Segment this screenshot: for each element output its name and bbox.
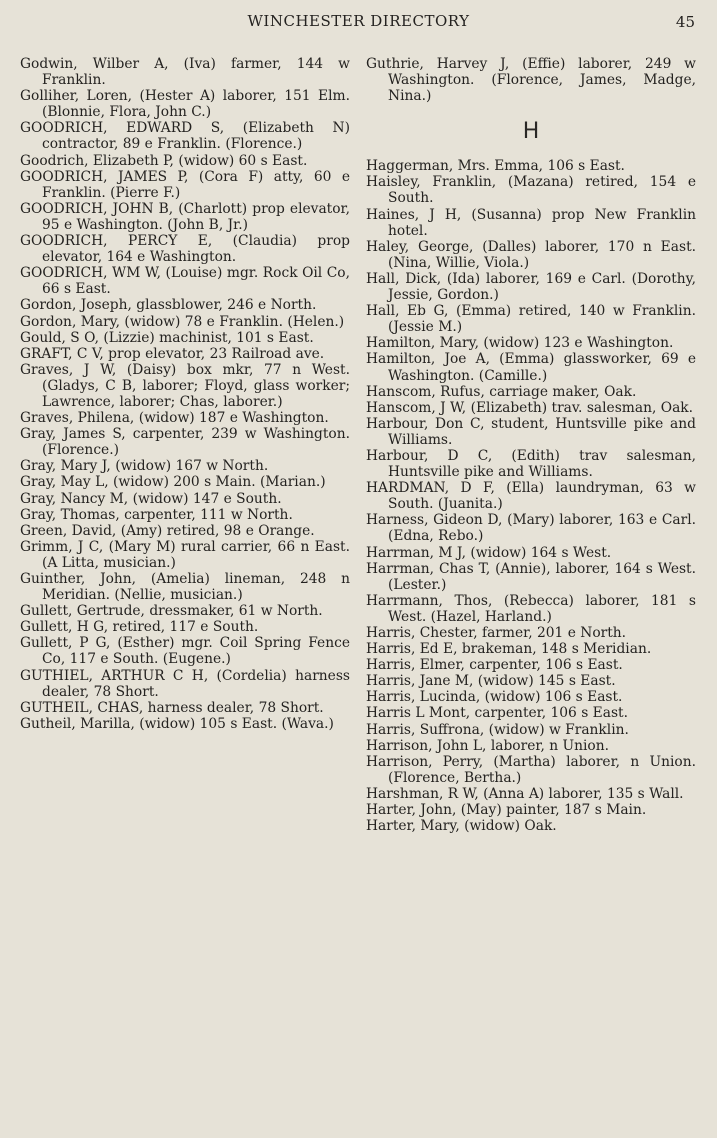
directory-entry: Gray, Thomas, carpenter, 111 w North. [20, 506, 293, 523]
directory-entry: Harrman, M J, (widow) 164 s West. [366, 544, 612, 561]
directory-entry: Hamilton, Joe A, (Emma) glassworker, 69 e Washington. (Camille.) [366, 351, 696, 384]
directory-entry: GOODRICH, JAMES P, (Cora F) atty, 60 e Franklin. (Pierre F.) [20, 168, 350, 201]
directory-entry: Harbour, Don C, student, Huntsville pike and Williams. [366, 415, 696, 448]
directory-entry: Harris L Mont, carpenter, 106 s East. [366, 705, 628, 722]
directory-entry: Hanscom, Rufus, carriage maker, Oak. [366, 383, 637, 400]
directory-entry: Gordon, Joseph, glassblower, 246 e North. [20, 297, 317, 314]
page-number: 45 [675, 13, 695, 31]
directory-entry: Harris, Ed E, brakeman, 148 s Meridian. [366, 641, 652, 658]
right-column [366, 56, 696, 834]
directory-entry: GRAFT, C V, prop elevator, 23 Railroad ave. [20, 345, 325, 362]
directory-entry: Guinther, John, (Amelia) lineman, 248 n Meridian. (Nellie, musician.) [20, 571, 350, 604]
directory-entry: Harbour, D C, (Edith) trav salesman, Huntsville pike and Williams. [366, 447, 696, 481]
directory-entry: Harter, John, (May) painter, 187 s Main. [366, 802, 647, 819]
directory-entry: GOODRICH, EDWARD S, (Elizabeth N) contractor, 89 e Franklin. (Florence.) [20, 120, 350, 153]
directory-entry: Hall, Dick, (Ida) laborer, 169 e Carl. (Dorothy, Jessie, Gordon.) [366, 270, 696, 304]
directory-entry: Grimm, J C, (Mary M) rural carrier, 66 n East. (A Litta, musician.) [20, 538, 350, 571]
directory-entry: Graves, J W, (Daisy) box mkr, 77 n West. (Gladys, C B, laborer; Floyd, glass worker; Lawrence, laborer; Chas, laborer.) [20, 361, 350, 410]
directory-entry: Harness, Gideon D, (Mary) laborer, 163 e Carl. (Edna, Rebo.) [366, 512, 696, 545]
directory-entry: Gould, S O, (Lizzie) machinist, 101 s East. [20, 329, 314, 346]
directory-entry: Hamilton, Mary, (widow) 123 e Washington. [366, 335, 674, 352]
directory-entry: Graves, Philena, (widow) 187 e Washington. [20, 410, 329, 427]
section-letter-heading: H [522, 119, 540, 145]
directory-entry: Harrison, John L, laborer, n Union. [366, 737, 609, 754]
directory-entry: Harris, Lucinda, (widow) 106 s East. [366, 689, 623, 706]
directory-entry: Harris, Jane M, (widow) 145 s East. [366, 673, 616, 690]
directory-entry: Hanscom, J W, (Elizabeth) trav. salesman, Oak. [366, 399, 694, 416]
directory-entry: Guthrie, Harvey J, (Effie) laborer, 249 w Washington. (Florence, James, Madge, Nina.) [366, 56, 696, 105]
directory-entry: Gray, Mary J, (widow) 167 w North. [20, 458, 269, 475]
directory-entry: Golliher, Loren, (Hester A) laborer, 151 Elm. (Blonnie, Flora, John C.) [20, 88, 350, 121]
directory-entry: Haines, J H, (Susanna) prop New Franklin hotel. [366, 206, 696, 239]
directory-entry: Gullett, H G, retired, 117 e South. [20, 619, 259, 636]
directory-entry: GOODRICH, JOHN B, (Charlott) prop elevator, 95 e Washington. (John B, Jr.) [20, 200, 350, 233]
directory-entry: Gordon, Mary, (widow) 78 e Franklin. (Helen.) [20, 313, 345, 330]
directory-entry: GUTHIEL, ARTHUR C H, (Cordelia) harness dealer, 78 Short. [20, 667, 350, 700]
directory-entry: Gray, James S, carpenter, 239 w Washington. (Florence.) [20, 426, 350, 459]
directory-entry: Gray, May L, (widow) 200 s Main. (Marian.) [20, 474, 326, 491]
directory-entry: Hall, Eb G, (Emma) retired, 140 w Franklin. (Jessie M.) [366, 303, 696, 336]
directory-entry: Harris, Elmer, carpenter, 106 s East. [366, 657, 623, 674]
right-column-entries [366, 158, 696, 834]
directory-entry: Haggerman, Mrs. Emma, 106 s East. [366, 158, 625, 175]
directory-entry: Goodrich, Elizabeth P, (widow) 60 s East. [20, 152, 308, 169]
directory-entry: Gutheil, Marilla, (widow) 105 s East. (Wava.) [20, 715, 334, 732]
directory-entry: Godwin, Wilber A, (Iva) farmer, 144 w Franklin. [20, 56, 350, 89]
directory-entry: GOODRICH, PERCY E, (Claudia) prop elevator, 164 e Washington. [20, 233, 350, 266]
directory-entry: Gullett, P G, (Esther) mgr. Coil Spring Fence Co, 117 e South. (Eugene.) [20, 635, 350, 668]
directory-entry: Harshman, R W, (Anna A) laborer, 135 s Wall. [366, 785, 684, 802]
directory-entry: Harris, Suffrona, (widow) w Franklin. [366, 721, 629, 738]
directory-entry: Harrison, Perry, (Martha) laborer, n Union. (Florence, Bertha.) [366, 753, 696, 786]
directory-entry: GOODRICH, WM W, (Louise) mgr. Rock Oil Co, 66 s East. [20, 265, 350, 298]
directory-entry: Haisley, Franklin, (Mazana) retired, 154 e South. [366, 174, 696, 207]
directory-entry: Harrman, Chas T, (Annie), laborer, 164 s West. (Lester.) [366, 560, 696, 593]
directory-entry: Gray, Nancy M, (widow) 147 e South. [20, 490, 282, 507]
directory-entry: Harter, Mary, (widow) Oak. [366, 818, 557, 835]
page-header [0, 12, 717, 38]
directory-entry: GUTHEIL, CHAS, harness dealer, 78 Short. [20, 699, 324, 716]
directory-entry: Green, David, (Amy) retired, 98 e Orange. [20, 522, 315, 539]
running-title: WINCHESTER DIRECTORY [247, 12, 470, 30]
directory-entry: Harris, Chester, farmer, 201 e North. [366, 625, 627, 641]
left-column [20, 56, 350, 732]
directory-entry: HARDMAN, D F, (Ella) laundryman, 63 w South. (Juanita.) [366, 480, 696, 513]
right-column-top [366, 56, 696, 104]
directory-entry: Harrmann, Thos, (Rebecca) laborer, 181 s West. (Hazel, Harland.) [366, 592, 696, 625]
directory-entry: Gullett, Gertrude, dressmaker, 61 w North. [20, 603, 323, 620]
directory-entry: Haley, George, (Dalles) laborer, 170 n East. (Nina, Willie, Viola.) [366, 238, 696, 271]
